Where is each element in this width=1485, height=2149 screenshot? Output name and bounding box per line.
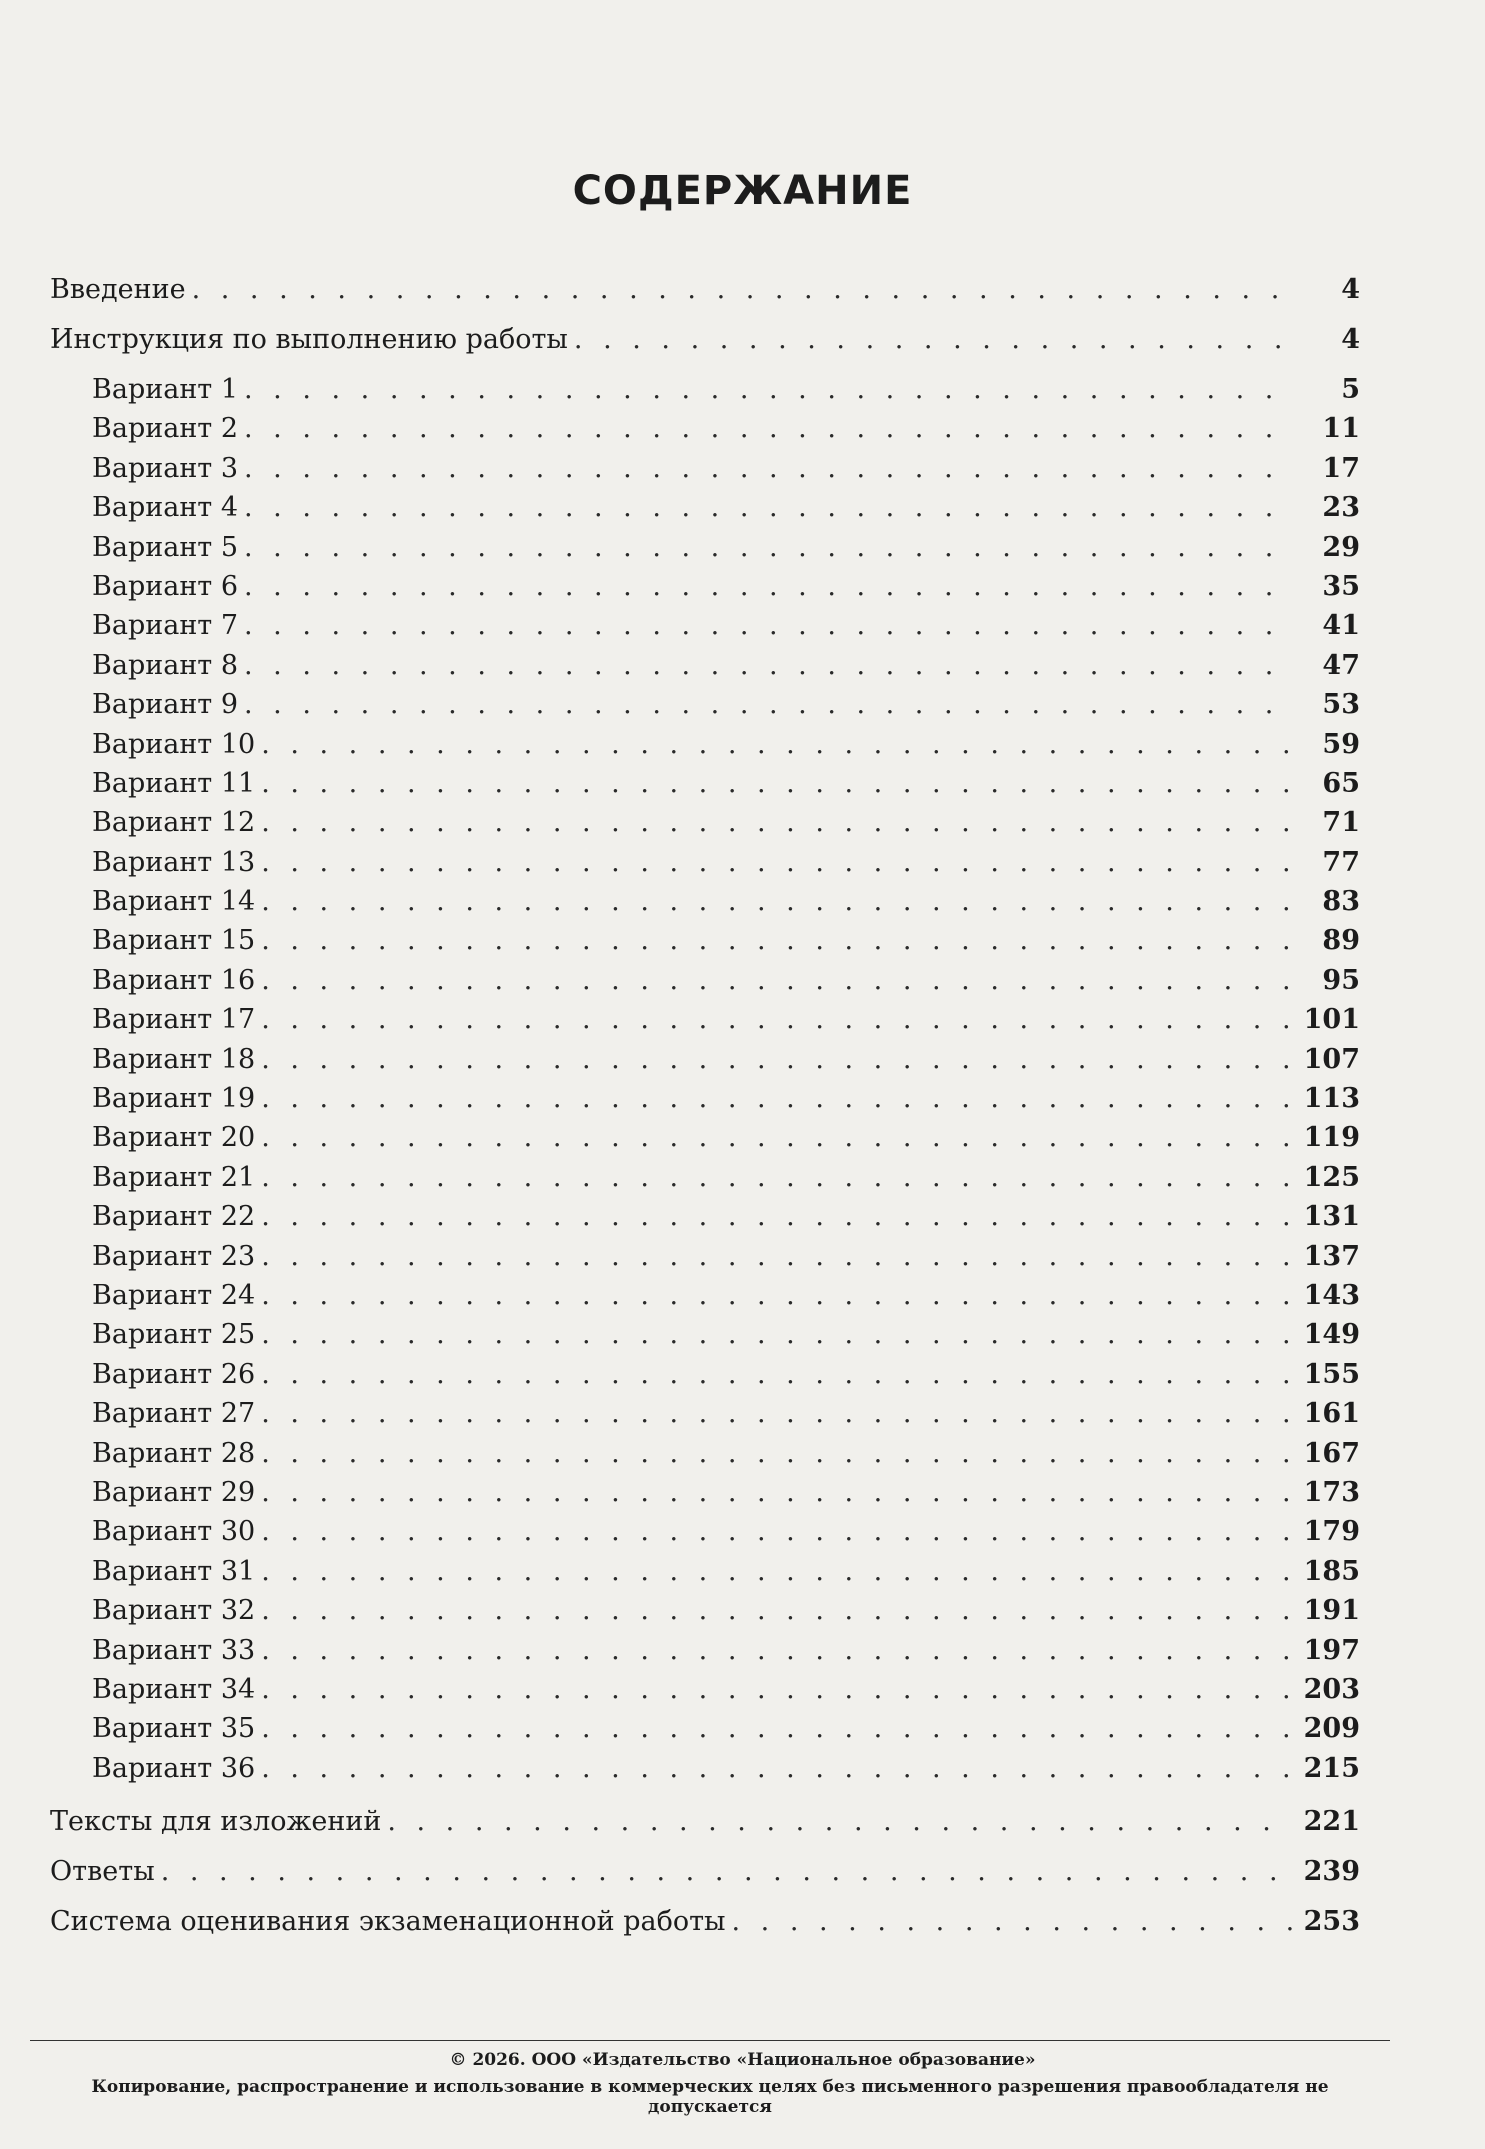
toc-entry (50, 1556, 1360, 1595)
footer-divider (30, 2040, 1390, 2041)
toc-entry (50, 1856, 1360, 1906)
toc-entry-label: Вариант 29 (92, 1476, 256, 1508)
toc-entry (50, 1241, 1360, 1280)
toc-leader-dots (261, 1595, 1292, 1626)
toc-entry-label: Вариант 10 (92, 728, 256, 760)
toc-entry-label: Вариант 1 (92, 374, 239, 405)
toc-entry-page: 41 (1322, 610, 1360, 642)
toc-entry (50, 1044, 1360, 1083)
toc-entry-page: 17 (1322, 452, 1360, 484)
toc-entry-label: Вариант 33 (92, 1634, 256, 1666)
toc-entry-page: 4 (1341, 274, 1360, 305)
toc-entry (50, 492, 1360, 531)
toc-leader-dots (261, 1280, 1292, 1311)
toc-leader-dots (261, 1398, 1292, 1429)
toc-entry-page: 107 (1303, 1043, 1360, 1075)
toc-entry (50, 610, 1360, 649)
toc-entry-label: Вариант 15 (92, 925, 256, 957)
toc-entry-label: Вариант 7 (92, 610, 239, 642)
toc-leader-dots (261, 847, 1292, 878)
toc-entry-label: Вариант 6 (92, 570, 239, 602)
toc-entry-page: 4 (1341, 324, 1360, 355)
toc-entry-label: Введение (50, 274, 186, 305)
toc-leader-dots (261, 807, 1292, 838)
toc-entry-label: Инструкция по выполнению работы (50, 324, 568, 355)
toc-leader-dots (261, 1201, 1292, 1232)
toc-leader-dots (261, 886, 1292, 917)
toc-entry-page: 113 (1303, 1083, 1360, 1115)
toc-entry-page: 47 (1322, 649, 1360, 681)
toc-entry-label: Вариант 31 (92, 1555, 256, 1587)
toc-entry-page: 209 (1303, 1713, 1360, 1745)
toc-entry-label: Вариант 21 (92, 1161, 256, 1193)
toc-leader-dots (261, 1083, 1292, 1114)
footer-notice: Копирование, распространение и использование в коммерческих целях без письменного разрешения правообладателя не допускается (91, 2077, 1329, 2117)
toc-entry-page: 5 (1341, 374, 1360, 405)
toc-leader-dots (732, 1906, 1292, 1937)
toc-leader-dots (261, 1044, 1292, 1075)
toc-leader-dots (261, 1556, 1292, 1587)
toc-entry (50, 1083, 1360, 1122)
toc-leader-dots (244, 453, 1292, 484)
toc-leader-dots (261, 1122, 1292, 1153)
toc-entry (50, 1595, 1360, 1634)
toc-entry (50, 413, 1360, 452)
toc-entry-page: 149 (1303, 1319, 1360, 1351)
toc-entry-page: 35 (1322, 570, 1360, 602)
toc-entry (50, 689, 1360, 728)
toc-entry (50, 1516, 1360, 1555)
toc-entry-label: Вариант 9 (92, 689, 239, 721)
toc-entry-page: 83 (1322, 886, 1360, 918)
toc-leader-dots (261, 965, 1292, 996)
toc-entry-label: Вариант 8 (92, 649, 239, 681)
toc-leader-dots (161, 1856, 1292, 1887)
toc-entry-page: 53 (1322, 689, 1360, 721)
toc-entry-page: 185 (1303, 1555, 1360, 1587)
toc-entry-label: Вариант 16 (92, 964, 256, 996)
toc-entry-page: 137 (1303, 1240, 1360, 1272)
toc-leader-dots (261, 1477, 1292, 1508)
toc-entry (50, 1004, 1360, 1043)
toc-entry (50, 1906, 1360, 1956)
toc-entry (50, 925, 1360, 964)
toc-entry (50, 965, 1360, 1004)
toc-entry-page: 125 (1303, 1161, 1360, 1193)
toc-entry-page: 161 (1303, 1398, 1360, 1430)
toc-entry-page: 191 (1303, 1595, 1360, 1627)
toc-entry-page: 101 (1303, 1004, 1360, 1036)
toc-entry (50, 729, 1360, 768)
toc-entry (50, 768, 1360, 807)
toc-entry-label: Система оценивания экзаменационной работы (50, 1906, 726, 1938)
toc-leader-dots (244, 492, 1292, 523)
toc-leader-dots (261, 1516, 1292, 1547)
toc-entry (50, 886, 1360, 925)
toc-entry-page: 95 (1322, 964, 1360, 996)
toc-entry-page: 179 (1303, 1516, 1360, 1548)
toc-entry-label: Вариант 24 (92, 1279, 256, 1311)
toc-entry (50, 1122, 1360, 1161)
toc-entry (50, 374, 1360, 413)
toc-entry (50, 571, 1360, 610)
toc-leader-dots (261, 1241, 1292, 1272)
toc-leader-dots (244, 374, 1292, 405)
toc-leader-dots (261, 1674, 1292, 1705)
toc-entry (50, 1280, 1360, 1319)
toc-entry-label: Вариант 2 (92, 413, 239, 445)
toc-entry-page: 253 (1303, 1906, 1360, 1938)
toc-entry-label: Вариант 23 (92, 1240, 256, 1272)
toc-entry-page: 65 (1322, 767, 1360, 799)
toc-entry-page: 77 (1322, 846, 1360, 878)
toc-entry-page: 119 (1303, 1122, 1360, 1154)
toc-leader-dots (261, 1753, 1292, 1784)
toc-entry-page: 29 (1322, 531, 1360, 563)
toc-entry-page: 89 (1322, 925, 1360, 957)
toc-leader-dots (261, 1004, 1292, 1035)
toc-entry-page: 239 (1303, 1856, 1360, 1888)
toc-entry (50, 324, 1360, 374)
toc-leader-dots (261, 1319, 1292, 1350)
toc-entry-page: 221 (1303, 1806, 1360, 1838)
table-of-contents (50, 274, 1360, 1956)
toc-entry-page: 131 (1303, 1201, 1360, 1233)
toc-entry-page: 197 (1303, 1634, 1360, 1666)
toc-entry-label: Вариант 13 (92, 846, 256, 878)
toc-leader-dots (261, 925, 1292, 956)
toc-entry-label: Вариант 25 (92, 1319, 256, 1351)
toc-entry-label: Вариант 32 (92, 1595, 256, 1627)
toc-entry-label: Вариант 36 (92, 1752, 256, 1784)
toc-leader-dots (192, 274, 1292, 305)
toc-leader-dots (261, 1162, 1292, 1193)
toc-leader-dots (244, 610, 1292, 641)
toc-leader-dots (244, 650, 1292, 681)
toc-entry (50, 1359, 1360, 1398)
toc-entry (50, 847, 1360, 886)
toc-entry-label: Вариант 19 (92, 1083, 256, 1115)
toc-entry (50, 1162, 1360, 1201)
toc-entry-label: Вариант 28 (92, 1437, 256, 1469)
toc-leader-dots (261, 1635, 1292, 1666)
toc-entry-label: Вариант 22 (92, 1201, 256, 1233)
toc-entry-page: 59 (1322, 728, 1360, 760)
toc-entry-page: 11 (1322, 413, 1360, 445)
toc-entry-label: Вариант 20 (92, 1122, 256, 1154)
toc-entry-label: Вариант 3 (92, 452, 239, 484)
toc-entry (50, 274, 1360, 324)
toc-entry-page: 71 (1322, 807, 1360, 839)
toc-entry (50, 1319, 1360, 1358)
toc-leader-dots (261, 1438, 1292, 1469)
toc-entry-page: 167 (1303, 1437, 1360, 1469)
toc-entry (50, 1753, 1360, 1792)
page-title: СОДЕРЖАНИЕ (572, 168, 913, 214)
toc-entry-label: Вариант 27 (92, 1398, 256, 1430)
toc-entry-label: Вариант 12 (92, 807, 256, 839)
toc-entry (50, 1398, 1360, 1437)
toc-leader-dots (244, 532, 1292, 563)
toc-entry-label: Тексты для изложений (50, 1806, 382, 1838)
footer-copyright: © 2026. ООО «Издательство «Национальное образование» (449, 2050, 1036, 2070)
toc-entry-label: Вариант 14 (92, 886, 256, 918)
toc-entry-label: Вариант 5 (92, 531, 239, 563)
toc-entry (50, 1201, 1360, 1240)
toc-entry (50, 650, 1360, 689)
toc-entry-label: Вариант 18 (92, 1043, 256, 1075)
toc-entry (50, 532, 1360, 571)
toc-leader-dots (244, 689, 1292, 720)
toc-entry-label: Вариант 4 (92, 492, 239, 524)
toc-entry (50, 1438, 1360, 1477)
toc-entry-label: Вариант 34 (92, 1673, 256, 1705)
toc-entry-page: 143 (1303, 1279, 1360, 1311)
toc-entry-label: Вариант 30 (92, 1516, 256, 1548)
toc-entry-label: Вариант 35 (92, 1713, 256, 1745)
toc-entry-page: 23 (1322, 492, 1360, 524)
toc-leader-dots (261, 768, 1292, 799)
toc-entry-page: 173 (1303, 1476, 1360, 1508)
toc-entry-label: Вариант 26 (92, 1358, 256, 1390)
toc-entry-label: Вариант 11 (92, 767, 256, 799)
toc-entry (50, 807, 1360, 846)
toc-entry (50, 1806, 1360, 1856)
toc-entry-page: 215 (1303, 1752, 1360, 1784)
toc-leader-dots (261, 729, 1292, 760)
toc-entry (50, 453, 1360, 492)
toc-leader-dots (244, 571, 1292, 602)
toc-entry-label: Вариант 17 (92, 1004, 256, 1036)
toc-entry-label: Ответы (50, 1856, 155, 1888)
toc-entry-page: 155 (1303, 1358, 1360, 1390)
toc-leader-dots (244, 413, 1292, 444)
toc-leader-dots (387, 1806, 1292, 1837)
toc-leader-dots (261, 1359, 1292, 1390)
toc-entry (50, 1674, 1360, 1713)
toc-entry-page: 203 (1303, 1673, 1360, 1705)
toc-entry (50, 1477, 1360, 1516)
toc-entry (50, 1635, 1360, 1674)
toc-leader-dots (574, 324, 1292, 355)
toc-leader-dots (261, 1713, 1292, 1744)
toc-entry (50, 1713, 1360, 1752)
